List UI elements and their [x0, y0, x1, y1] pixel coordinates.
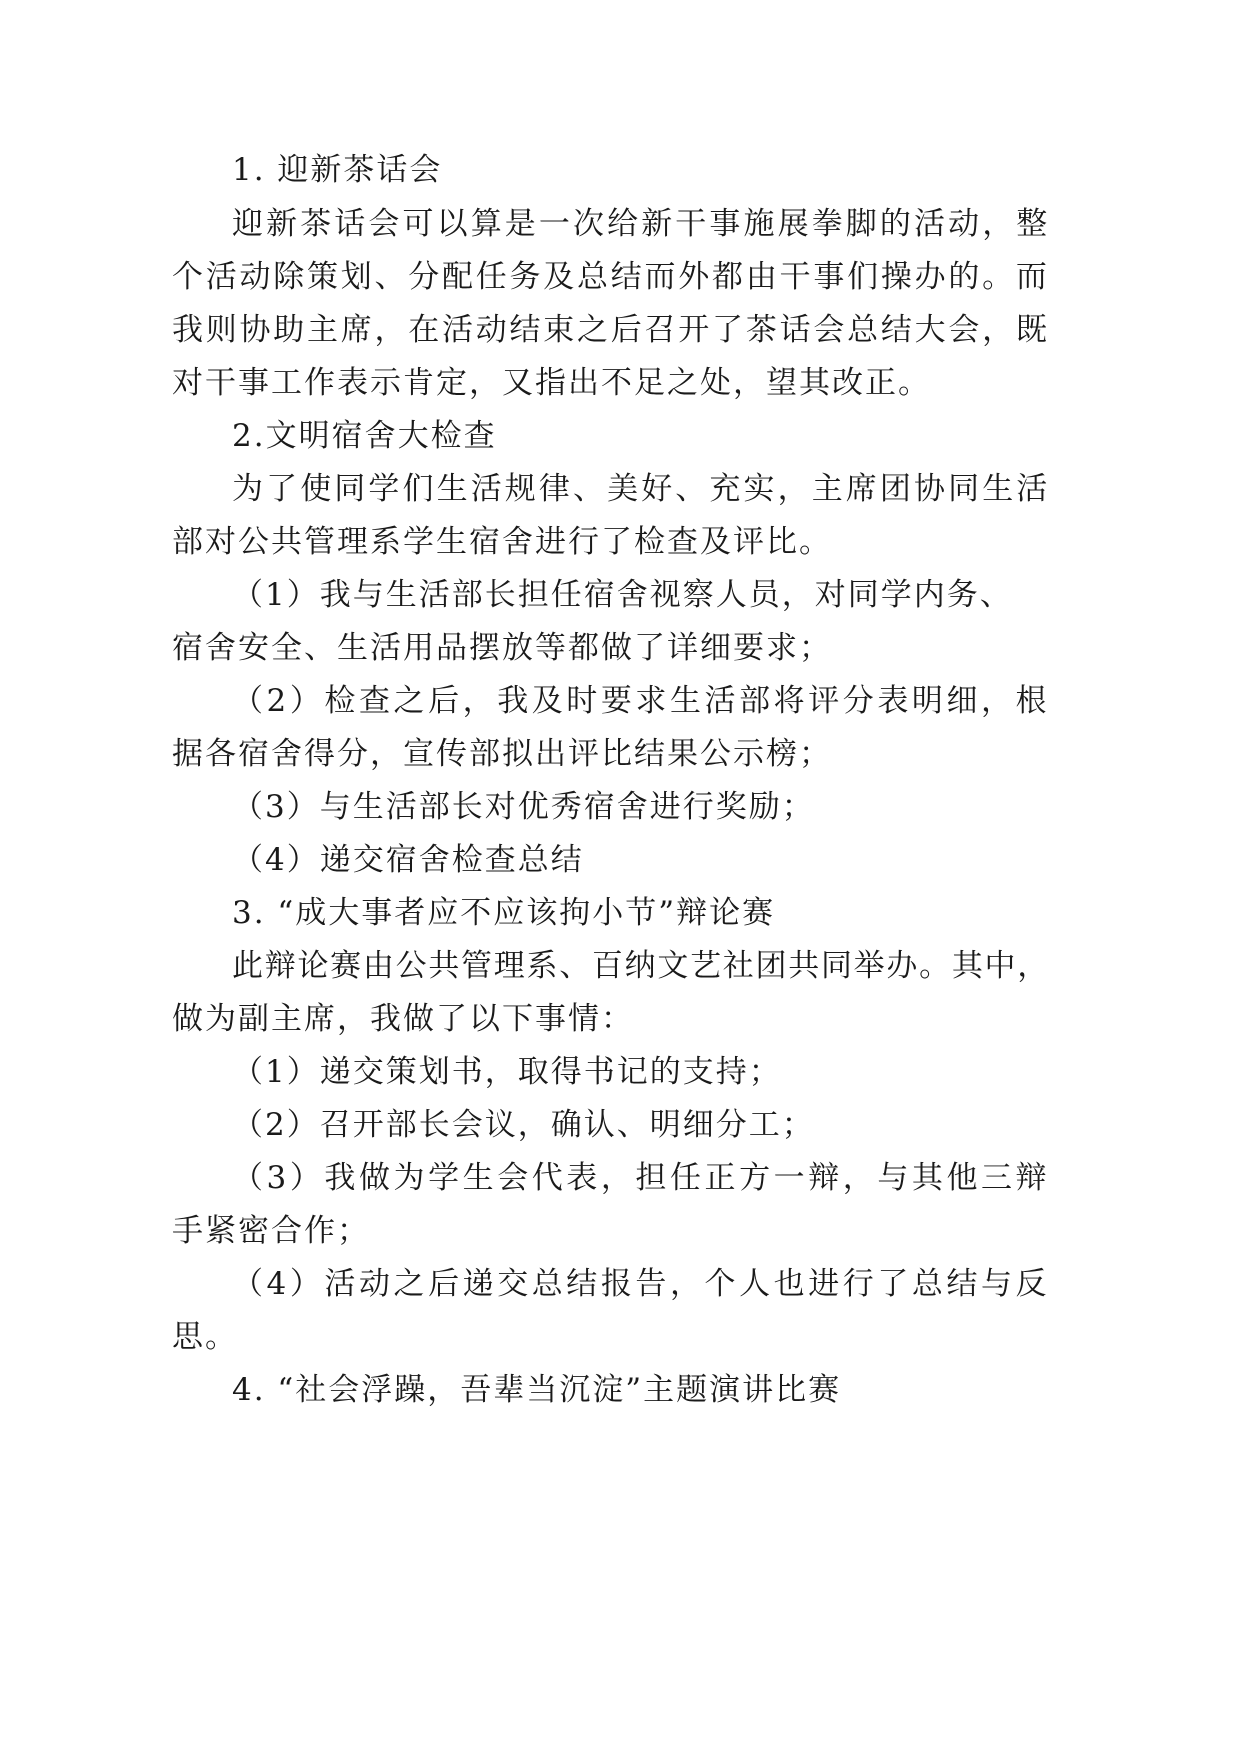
- paragraph-line: 我则协助主席，在活动结束之后召开了茶话会总结大会，既: [172, 312, 1050, 348]
- heading-1: 1. 迎新茶话会: [232, 152, 443, 188]
- paragraph-line: 部对公共管理系学生宿舍进行了检查及评比。: [172, 524, 832, 560]
- heading-3: 3. “成大事者应不应该拘小节”辩论赛: [232, 895, 776, 931]
- heading-4: 4. “社会浮躁，吾辈当沉淀”主题演讲比赛: [232, 1372, 842, 1408]
- list-item: （3）与生活部长对优秀宿舍进行奖励；: [232, 789, 815, 825]
- list-item-continuation: 思。: [172, 1319, 238, 1355]
- paragraph-line: 此辩论赛由公共管理系、百纳文艺社团共同举办。其中，: [232, 948, 1050, 984]
- paragraph-line: 做为副主席，我做了以下事情：: [172, 1001, 634, 1037]
- paragraph-line: 对干事工作表示肯定，又指出不足之处，望其改正。: [172, 365, 931, 401]
- list-item: （4）递交宿舍检查总结: [232, 842, 584, 878]
- list-item: （1）递交策划书，取得书记的支持；: [232, 1054, 782, 1090]
- list-item: （4）活动之后递交总结报告，个人也进行了总结与反: [232, 1266, 1051, 1302]
- list-item-continuation: 据各宿舍得分，宣传部拟出评比结果公示榜；: [172, 736, 832, 772]
- paragraph-line: 为了使同学们生活规律、美好、充实，主席团协同生活: [232, 471, 1051, 507]
- list-item: （2）召开部长会议，确认、明细分工；: [232, 1107, 815, 1143]
- list-item: （2）检查之后，我及时要求生活部将评分表明细，根: [232, 683, 1051, 719]
- list-item-continuation: 手紧密合作；: [172, 1213, 370, 1249]
- list-item: （1）我与生活部长担任宿舍视察人员，对同学内务、: [232, 577, 1013, 613]
- heading-2: 2.文明宿舍大检查: [232, 418, 497, 454]
- list-item-continuation: 宿舍安全、生活用品摆放等都做了详细要求；: [172, 630, 832, 666]
- paragraph-line: 个活动除策划、分配任务及总结而外都由干事们操办的。而: [172, 259, 1050, 295]
- list-item: （3）我做为学生会代表，担任正方一辩，与其他三辩: [232, 1160, 1051, 1196]
- paragraph-line: 迎新茶话会可以算是一次给新干事施展拳脚的活动，整: [232, 206, 1051, 242]
